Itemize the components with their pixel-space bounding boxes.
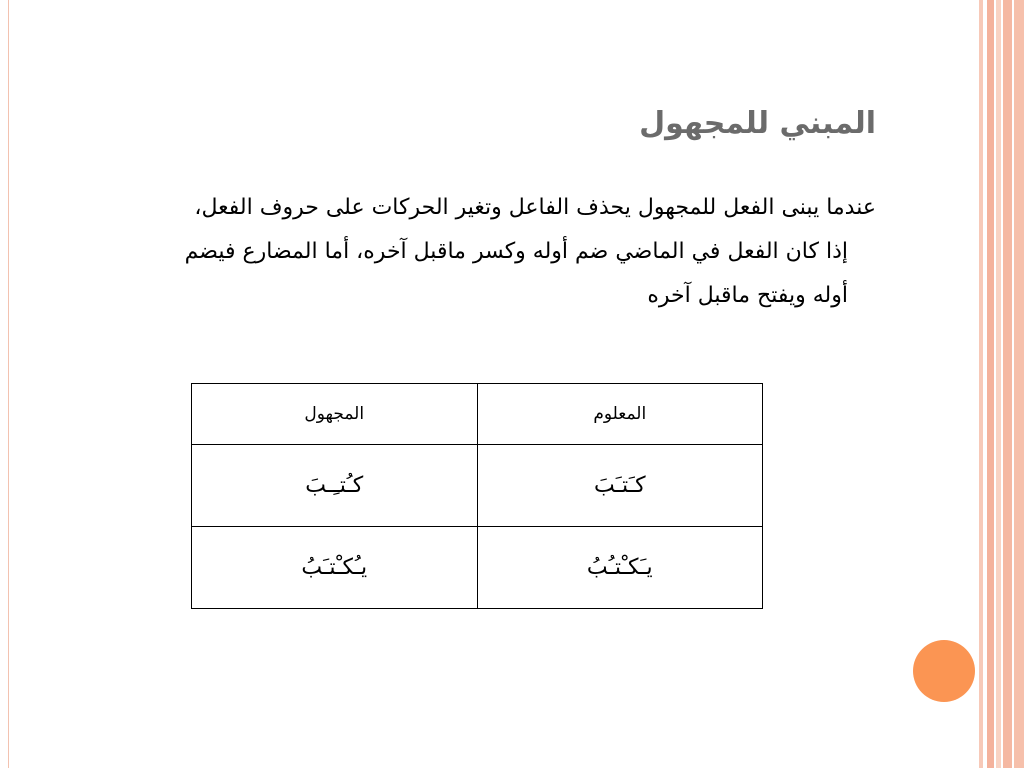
paragraph-line-3: أوله ويفتح ماقبل آخره <box>647 283 848 308</box>
cell-known-past: كـَتـَبَ <box>477 445 763 527</box>
paragraph-line-2: إذا كان الفعل في الماضي ضم أوله وكسر ماقبل آخره، أما المضارع فيضم <box>184 239 848 264</box>
frame-line <box>8 0 9 768</box>
decorative-stripe <box>1014 0 1024 768</box>
slide-paragraph <box>56 186 876 318</box>
decorative-circle-icon <box>913 640 975 702</box>
cell-known-present: يـَكـْتـُبُ <box>477 527 763 609</box>
table-row <box>192 445 763 527</box>
decorative-stripe <box>1003 0 1012 768</box>
paragraph-line-1: عندما يبنى الفعل للمجهول يحذف الفاعل وتغير الحركات على حروف الفعل، <box>194 195 876 220</box>
table-header-row <box>192 384 763 445</box>
table-row <box>192 527 763 609</box>
conjugation-table <box>191 383 763 609</box>
header-known: المعلوم <box>477 384 763 445</box>
slide-title: المبني للمجهول <box>639 106 876 141</box>
decorative-stripe <box>987 0 994 768</box>
header-passive: المجهول <box>192 384 478 445</box>
cell-passive-past: كـُتـِـبَ <box>192 445 478 527</box>
decorative-stripe <box>979 0 983 768</box>
decorative-stripe <box>996 0 1001 768</box>
cell-passive-present: يـُكـْتـَبُ <box>192 527 478 609</box>
